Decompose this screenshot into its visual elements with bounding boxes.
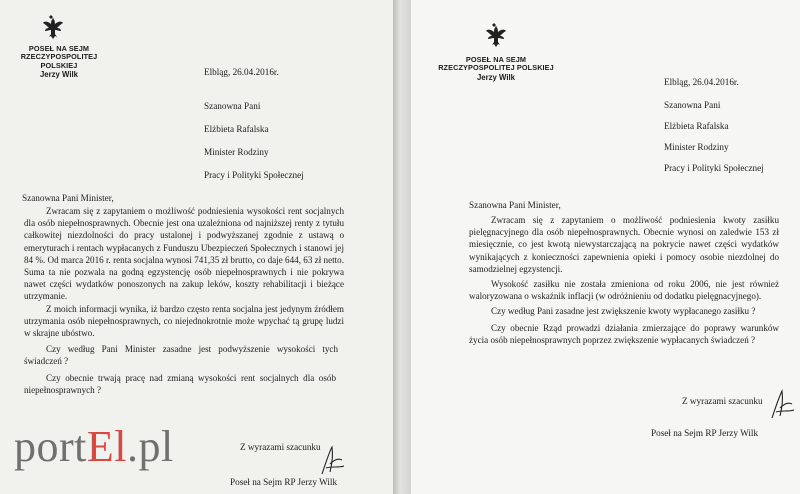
salutation: Szanowna Pani Minister,: [469, 200, 561, 210]
sender-header-name: Jerzy Wilk: [476, 72, 516, 82]
portel-watermark: [14, 422, 174, 471]
polish-eagle-emblem-icon: [38, 12, 64, 42]
sender-header: [4, 45, 114, 80]
signature-line: Poseł na Sejm RP Jerzy Wilk: [651, 428, 759, 438]
handwritten-signature: [769, 388, 795, 422]
page-gap: [393, 0, 411, 494]
sender-header-line2: RZECZYPOSPOLITEJ POLSKIEJ: [20, 52, 98, 70]
handwritten-signature: [318, 444, 346, 478]
signature-line: Poseł na Sejm RP Jerzy Wilk: [230, 477, 338, 487]
recipient-line: Minister Rodziny: [664, 142, 729, 152]
body-paragraph: Zwracam się z zapytaniem o możliwość podniesienia kwoty zasiłku pielęgnacyjnego dla osób niepełnosprawnych. Obecnie wynosi on zaledwie 153 zł miesięcznie, co jest kwotą niewystarczającą na pokrycie nawet części wydatków wynikających z konieczności zapewnienia opieki i pomocy osobie niezdolnej do samodzielnej egzystencji.: [469, 215, 779, 274]
salutation: Szanowna Pani Minister,: [22, 193, 114, 203]
body-paragraph: Z moich informacji wynika, iż bardzo często renta socjalna jest jedynym źródłem utrzymania osób niepełnosprawnych, co niejednokrotnie może wpychać tą grupę ludzi w skrajne ubóstwo.: [24, 304, 344, 339]
letter-right: [411, 0, 800, 494]
recipient-line: Pracy i Polityki Społecznej: [204, 170, 304, 180]
sender-header-line2: RZECZYPOSPOLITEJ POLSKIEJ: [438, 63, 554, 73]
sender-header: [437, 56, 555, 83]
polish-eagle-emblem-icon: [481, 20, 507, 50]
recipient-line: Szanowna Pani: [204, 101, 261, 111]
letter-left: [0, 0, 393, 494]
watermark-highlight: El: [86, 422, 127, 471]
recipient-line: Szanowna Pani: [664, 100, 721, 110]
watermark-suffix: .pl: [127, 422, 174, 471]
place-date: Elbląg, 26.04.2016r.: [204, 67, 279, 77]
recipient-line: Minister Rodziny: [204, 147, 269, 157]
body-paragraph: Czy obecnie trwają pracę nad zmianą wysokości rent socjalnych dla osób niepełnosprawnych ?: [24, 373, 336, 396]
recipient-line: Elżbieta Rafalska: [204, 124, 269, 134]
body-paragraph: Czy obecnie Rząd prowadzi działania zmierzające do poprawy warunków życia osób niepełnosprawnych poprzez zwiększenie wypłacanych świadczeń ?: [469, 323, 779, 346]
sender-header-name: Jerzy Wilk: [39, 70, 79, 80]
recipient-line: Elżbieta Rafalska: [664, 121, 729, 131]
body-paragraph: Czy według Pani Minister zasadne jest podwyższenie wysokości tych świadczeń ?: [24, 344, 338, 367]
body-paragraph: Czy według Pani zasadne jest zwiększenie kwoty wypłacanego zasiłku ?: [491, 306, 756, 316]
closing: Z wyrazami szacunku: [682, 396, 763, 406]
watermark-prefix: port: [14, 422, 87, 471]
place-date: Elbląg, 26.04.2016r.: [664, 77, 739, 87]
body-paragraph: Wysokość zasiłku nie została zmieniona od roku 2006, nie jest również waloryzowana o wskaźnik inflacji (w odróżnieniu od dodatku pielęgnacyjnego).: [469, 279, 779, 302]
body-paragraph: Zwracam się z zapytaniem o możliwość podniesienia wysokości rent socjalnych dla osób niepełnosprawnych. Obecnie jest ona uzależniona od najniższej renty z tytułu całkowitej niezdolności do pracy ustalonej i podwyższanej zgodnie z ustawą o emeryturach i rentach wypłacanych z Funduszu Ubezpieczeń Społecznych i stanowi jej 84 %. Od marca 2016 r. renta socjalna wynosi 741,35 zł brutto, co daje 644, 63 zł netto. Suma ta nie pozwala na godną egzystencję osób niepełnosprawnych i nie pokrywa nawet części wydatków ponoszonych na zakup leków, koszty rehabilitacji i bieżące utrzymanie.: [24, 206, 344, 302]
sender-header-line1: POSEŁ NA SEJM: [28, 44, 90, 53]
sender-header-line1: POSEŁ NA SEJM: [465, 55, 527, 64]
recipient-line: Pracy i Polityki Społecznej: [664, 163, 764, 173]
closing: Z wyrazami szacunku: [240, 442, 321, 452]
